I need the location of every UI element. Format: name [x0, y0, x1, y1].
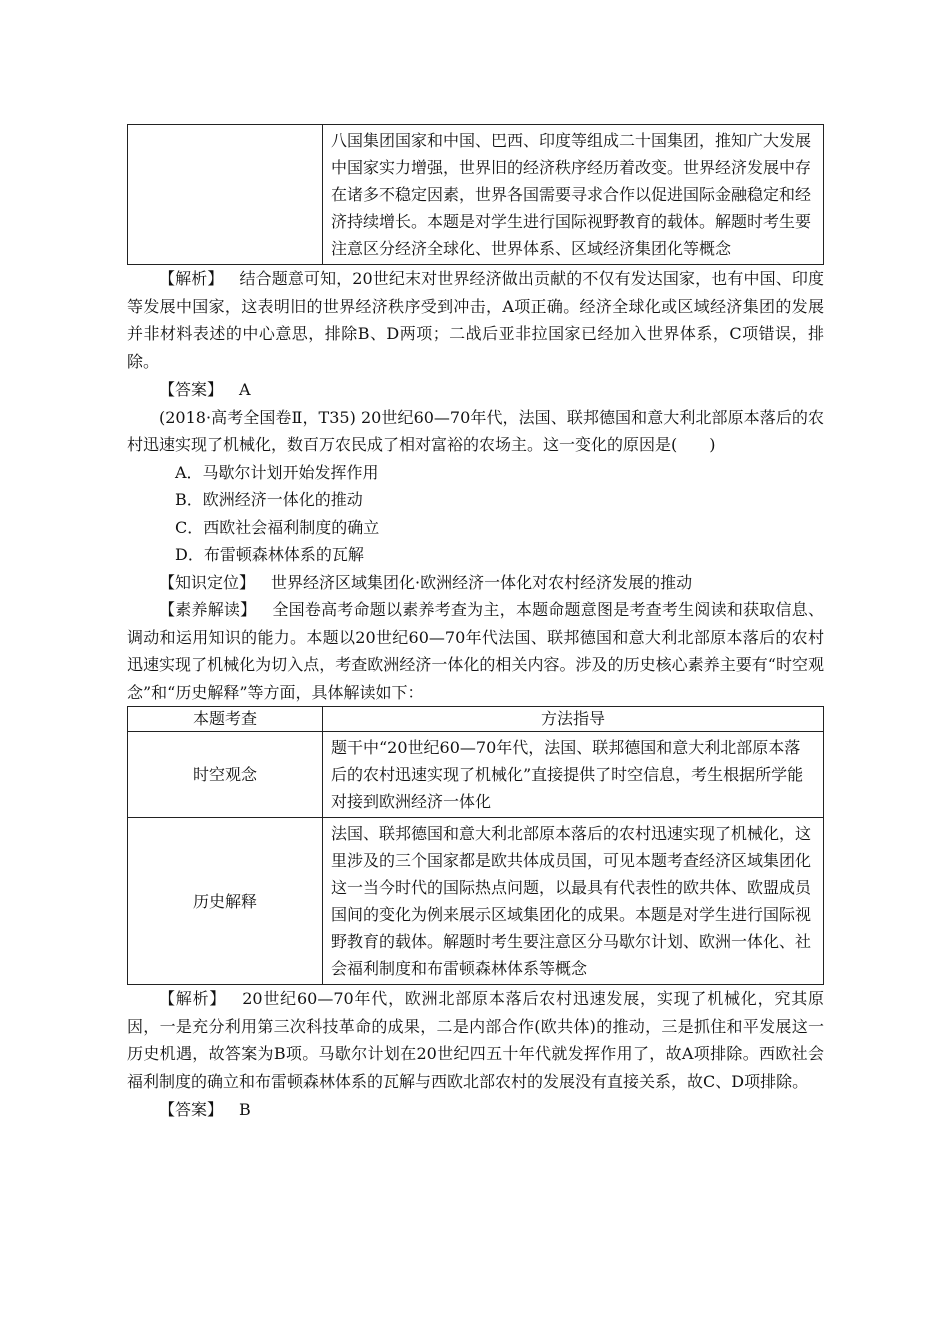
literacy-table — [127, 706, 824, 985]
table-row — [128, 818, 824, 985]
table-header-row — [128, 707, 824, 732]
continued-table — [127, 124, 824, 265]
table-row-text: 法国、联邦德国和意大利北部原本落后的农村迅速实现了机械化，这里涉及的三个国家都是欧共体成员国，可见本题考查经济区域集团化这一当今时代的国际热点问题，以最具有代表性的欧共体、欧盟成员国间的变化为例来展示区域集团化的成果。本题是对学生进行国际视野教育的载体。解题时考生要注意区分马歇尔计划、欧洲一体化、社会福利制度和布雷顿森林体系等概念 — [323, 818, 824, 985]
table-row — [128, 125, 824, 265]
literacy-tag: 【素养解读】 — [159, 600, 257, 619]
answer-value: A — [239, 380, 251, 399]
table-row-label: 历史解释 — [128, 818, 323, 985]
analysis-paragraph — [127, 985, 824, 1095]
answer-tag: 【答案】 — [159, 380, 224, 399]
answer-paragraph — [127, 1096, 824, 1124]
table-header-cell: 方法指导 — [323, 707, 824, 732]
analysis-paragraph — [127, 265, 824, 375]
question-stem: (2018·高考全国卷Ⅱ，T35) 20世纪60—70年代，法国、联邦德国和意大利北部原本落后的农村迅速实现了机械化，数百万农民成了相对富裕的农场主。这一变化的原因是( ) — [127, 407, 824, 454]
table-row — [128, 732, 824, 818]
option-b: B．欧洲经济一体化的推动 — [175, 490, 363, 509]
document-page — [127, 124, 824, 1124]
answer-value: B — [239, 1100, 251, 1119]
option-a: A．马歇尔计划开始发挥作用 — [175, 462, 379, 482]
table-cell-empty — [128, 125, 323, 265]
analysis-text: 结合题意可知，20世纪末对世界经济做出贡献的不仅有发达国家，也有中国、印度等发展中国家，这表明旧的世界经济秩序受到冲击，A项正确。经济全球化或区域经济集团的发展并非材料表述的中心意思，排除B、D两项；二战后亚非拉国家已经加入世界体系，C项错误，排除。 — [127, 269, 824, 371]
knowledge-tag: 【知识定位】 — [159, 572, 256, 592]
table-cell-text: 八国集团国家和中国、巴西、印度等组成二十国集团，推知广大发展中国家实力增强，世界旧的经济秩序经历着改变。世界经济发展中存在诸多不稳定因素，世界各国需要寻求合作以促进国际金融稳定和经济持续增长。本题是对学生进行国际视野教育的载体。解题时考生要注意区分经济全球化、世界体系、区域经济集团化等概念 — [323, 125, 824, 265]
table-row-text: 题干中“20世纪60—70年代，法国、联邦德国和意大利北部原本落后的农村迅速实现了机械化”直接提供了时空信息，考生根据所学能对接到欧洲经济一体化 — [323, 732, 824, 818]
answer-tag: 【答案】 — [159, 1100, 224, 1119]
answer-paragraph — [127, 376, 824, 404]
option-d: D．布雷顿森林体系的瓦解 — [175, 545, 364, 564]
knowledge-paragraph — [127, 569, 824, 597]
analysis-text: 20世纪60—70年代，欧洲北部原本落后农村迅速发展，实现了机械化，究其原因，一是充分利用第三次科技革命的成果，二是内部合作(欧共体)的推动，三是抓住和平发展这一历史机遇，故答案为B项。马歇尔计划在20世纪四五十年代就发挥作用了，故A项排除。西欧社会福利制度的确立和布雷顿森林体系的瓦解与西欧北部农村的发展没有直接关系，故C、D项排除。 — [127, 989, 824, 1091]
analysis-tag: 【解析】 — [159, 269, 224, 288]
table-row-label: 时空观念 — [128, 732, 323, 818]
option-c: C．西欧社会福利制度的确立 — [175, 517, 380, 537]
literacy-paragraph — [127, 596, 824, 706]
table-header-cell: 本题考查 — [128, 707, 323, 732]
knowledge-text: 世界经济区域集团化·欧洲经济一体化对农村经济发展的推动 — [271, 572, 693, 592]
literacy-text: 全国卷高考命题以素养考查为主，本题命题意图是考查考生阅读和获取信息、调动和运用知识的能力。本题以20世纪60—70年代法国、联邦德国和意大利北部原本落后的农村迅速实现了机械化为切入点，考查欧洲经济一体化的相关内容。涉及的历史核心素养主要有“时空观念”和“历史解释”等方面，具体解读如下： — [127, 600, 824, 702]
analysis-tag: 【解析】 — [159, 989, 227, 1008]
